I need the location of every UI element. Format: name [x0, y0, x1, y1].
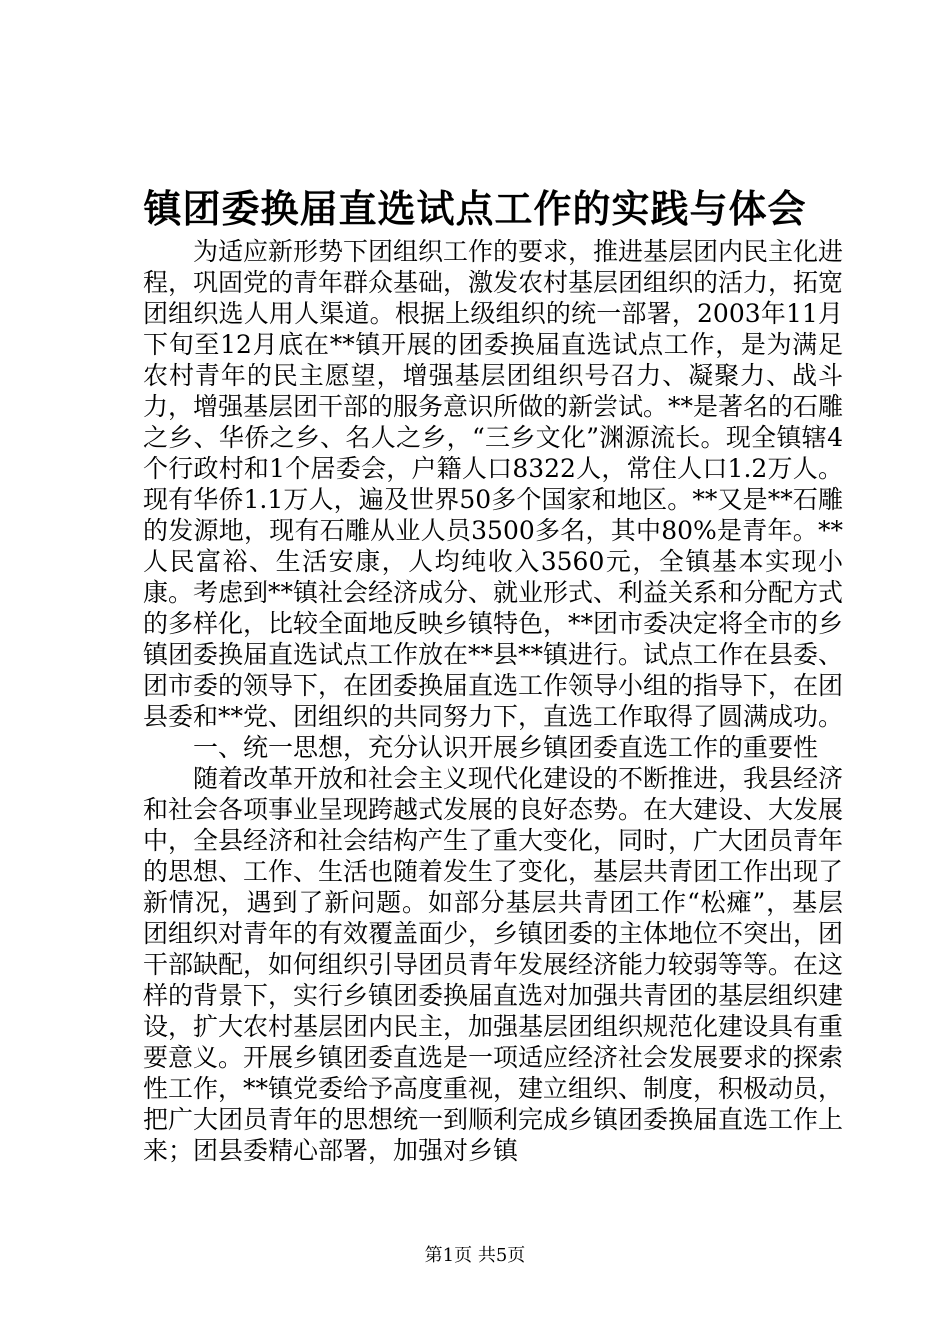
document-title: 镇团委换届直选试点工作的实践与体会: [143, 186, 807, 231]
intro-paragraph: 为适应新形势下团组织工作的要求，推进基层团内民主化进程，巩固党的青年群众基础，激发农村基层团组织的活力，拓宽团组织选人用人渠道。根据上级组织的统一部署，2003年11月下旬至12月底在**镇开展的团委换届直选试点工作，是为满足农村青年的民主愿望，增强基层团组织号召力、凝聚力、战斗力，增强基层团干部的服务意识所做的新尝试。**是著名的石雕之乡、华侨之乡、名人之乡，“三乡文化”渊源流长。现全镇辖4个行政村和1个居委会，户籍人口8322人，常住人口1.2万人。现有华侨1.1万人，遍及世界50多个国家和地区。**又是**石雕的发源地，现有石雕从业人员3500多名，其中80%是青年。**人民富裕、生活安康，人均纯收入3560元，全镇基本实现小康。考虑到**镇社会经济成分、就业形式、利益关系和分配方式的多样化，比较全面地反映乡镇特色，**团市委决定将全市的乡镇团委换届直选试点工作放在**县**镇进行。试点工作在县委、团市委的领导下，在团委换届直选工作领导小组的指导下，在团县委和**党、团组织的共同努力下，直选工作取得了圆满成功。: [143, 237, 844, 731]
section-heading: 一、统一思想，充分认识开展乡镇团委直选工作的重要性: [193, 733, 819, 762]
page-footer: 第1页 共5页: [424, 1245, 526, 1266]
document-body: [143, 236, 843, 1166]
section-paragraph: 随着改革开放和社会主义现代化建设的不断推进，我县经济和社会各项事业呈现跨越式发展的良好态势。在大建设、大发展中，全县经济和社会结构产生了重大变化，同时，广大团员青年的思想、工作、生活也随着发生了变化，基层共青团工作出现了新情况，遇到了新问题。如部分基层共青团工作“松瘫”，基层团组织对青年的有效覆盖面少，乡镇团委的主体地位不突出，团干部缺配，如何组织引导团员青年发展经济能力较弱等等。在这样的背景下，实行乡镇团委换届直选对加强共青团的基层组织建设，扩大农村基层团内民主，加强基层团组织规范化建设具有重要意义。开展乡镇团委直选是一项适应经济社会发展要求的探索性工作，**镇党委给予高度重视，建立组织、制度，积极动员，把广大团员青年的思想统一到顺利完成乡镇团委换届直选工作上来；团县委精心部署，加强对乡镇: [143, 764, 844, 1165]
